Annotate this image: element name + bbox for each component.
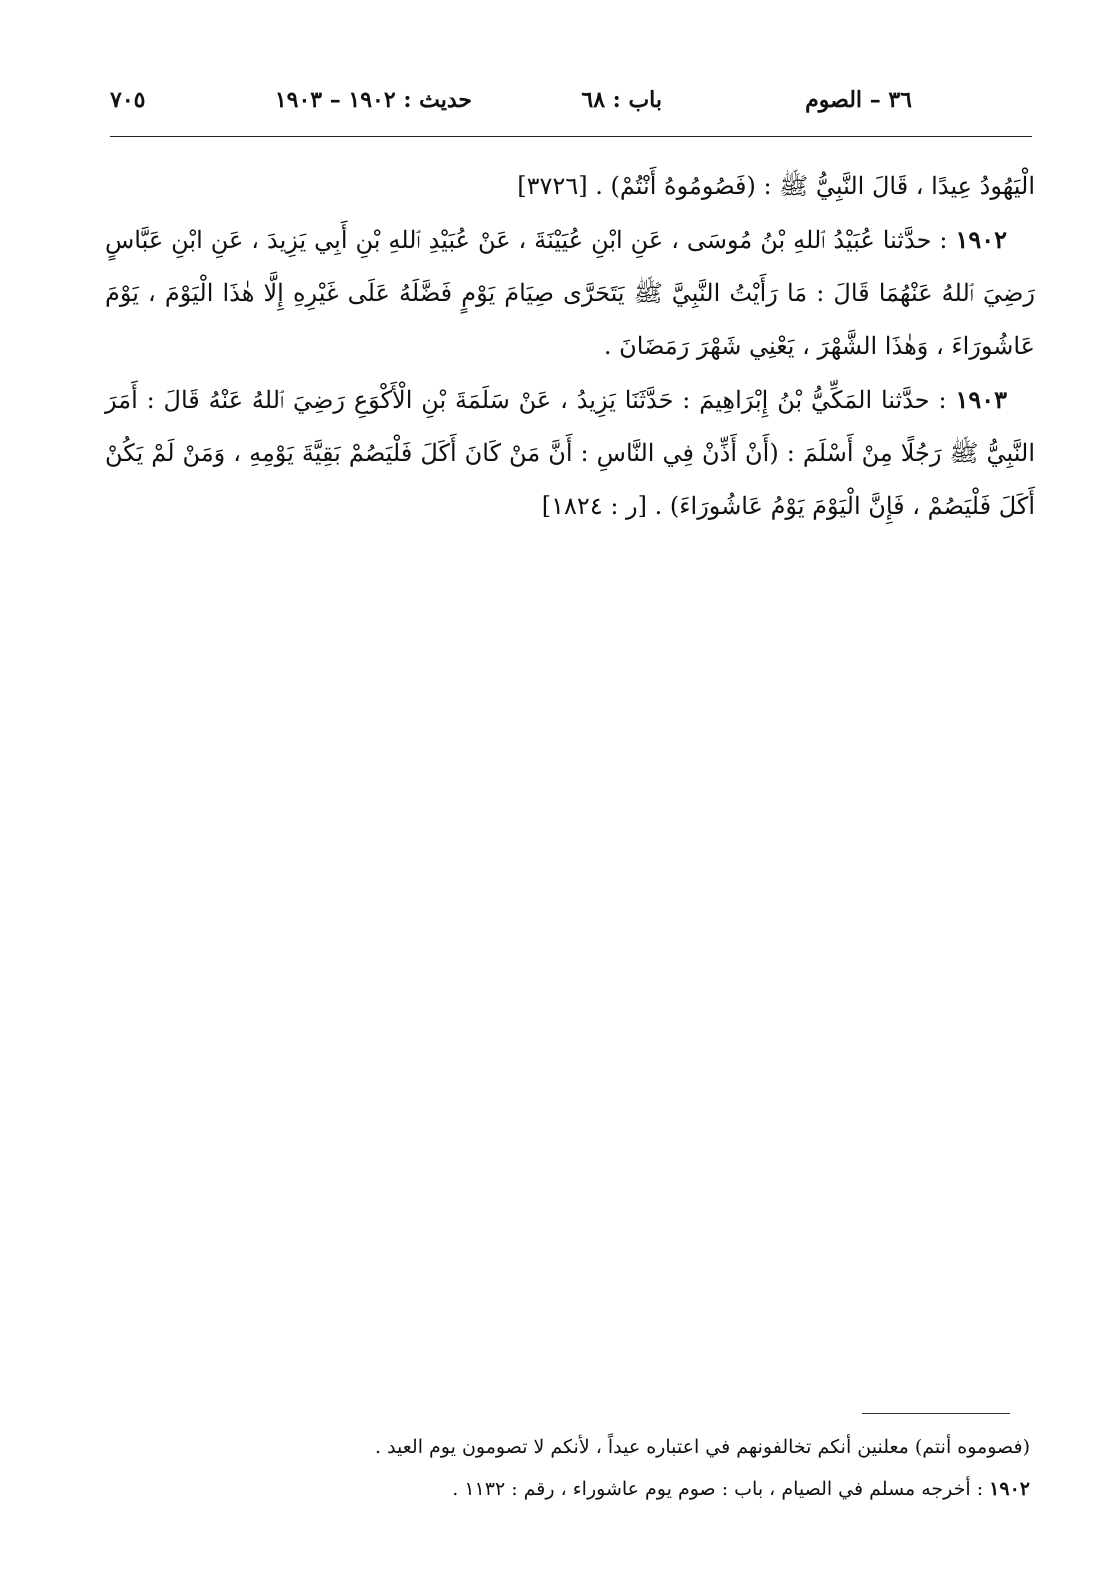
hadith-1902 [105, 213, 1035, 373]
running-header [110, 82, 1032, 122]
hadith-text: : حدَّثنا عُبَيْدُ ٱللهِ بْنُ مُوسَى ، عَنِ ابْنِ عُيَيْنَةَ ، عَنْ عُبَيْدِ ٱللهِ بْنِ أَبِي يَزِيدَ ، عَنِ ابْنِ عَبَّاسٍ رَضِيَ ٱللهُ عَنْهُمَا قَالَ : مَا رَأَيْتُ النَّبِيَّ ﷺ يَتَحَرَّى صِيَامَ يَوْمٍ فَضَّلَهُ عَلَى غَيْرِهِ إِلَّا هٰذَا الْيَوْمَ ، يَوْمَ عَاشُورَاءَ ، وَهٰذَا الشَّهْرَ ، يَعْنِي شَهْرَ رَمَضَانَ . [105, 226, 1035, 360]
footnote-divider [862, 1413, 1010, 1414]
bab-number: باب : ٦٨ [581, 87, 662, 113]
main-text [105, 160, 1035, 533]
page-number: ٧٠٥ [110, 87, 146, 113]
footnote-2 [180, 1470, 1030, 1508]
footnotes [180, 1428, 1030, 1512]
hadith-number: ١٩٠٢ [955, 225, 1007, 254]
intro-line [105, 160, 1035, 213]
footnote-1 [180, 1428, 1030, 1466]
hadith-number: ١٩٠٣ [955, 385, 1007, 414]
footnote-text: (فصوموه أنتم) معلنين أنكم تخالفونهم في اعتباره عيداً ، لأنكم لا تصومون يوم العيد . [374, 1436, 1030, 1458]
hadith-1903 [105, 373, 1035, 533]
header-divider [110, 136, 1032, 137]
hadith-range: حديث : ١٩٠٢ – ١٩٠٣ [274, 87, 472, 113]
hadith-text: : حدَّثنا المَكِّيُّ بْنُ إِبْرَاهِيمَ : حَدَّثَنَا يَزِيدُ ، عَنْ سَلَمَةَ بْنِ الْأَكْوَعِ رَضِيَ ٱللهُ عَنْهُ قَالَ : أَمَرَ النَّبِيُّ ﷺ رَجُلًا مِنْ أَسْلَمَ : (أَنْ أَذِّنْ فِي النَّاسِ : أَنَّ مَنْ كَانَ أَكَلَ فَلْيَصُمْ بَقِيَّةَ يَوْمِهِ ، وَمَنْ لَمْ يَكُنْ أَكَلَ فَلْيَصُمْ ، فَإِنَّ الْيَوْمَ يَوْمُ عَاشُورَاءَ) . [ر : ١٨٢٤] [105, 386, 1035, 520]
footnote-number: ١٩٠٢ [989, 1478, 1030, 1500]
intro-line-text: الْيَهُودُ عِيدًا ، قَالَ النَّبِيُّ ﷺ : (فَصُومُوهُ أَنْتُمْ) . [٣٧٢٦] [517, 172, 1035, 200]
footnote-text: : أخرجه مسلم في الصيام ، باب : صوم يوم عاشوراء ، رقم : ١١٣٢ . [452, 1478, 990, 1500]
chapter-title: ٣٦ – الصوم [805, 87, 912, 113]
